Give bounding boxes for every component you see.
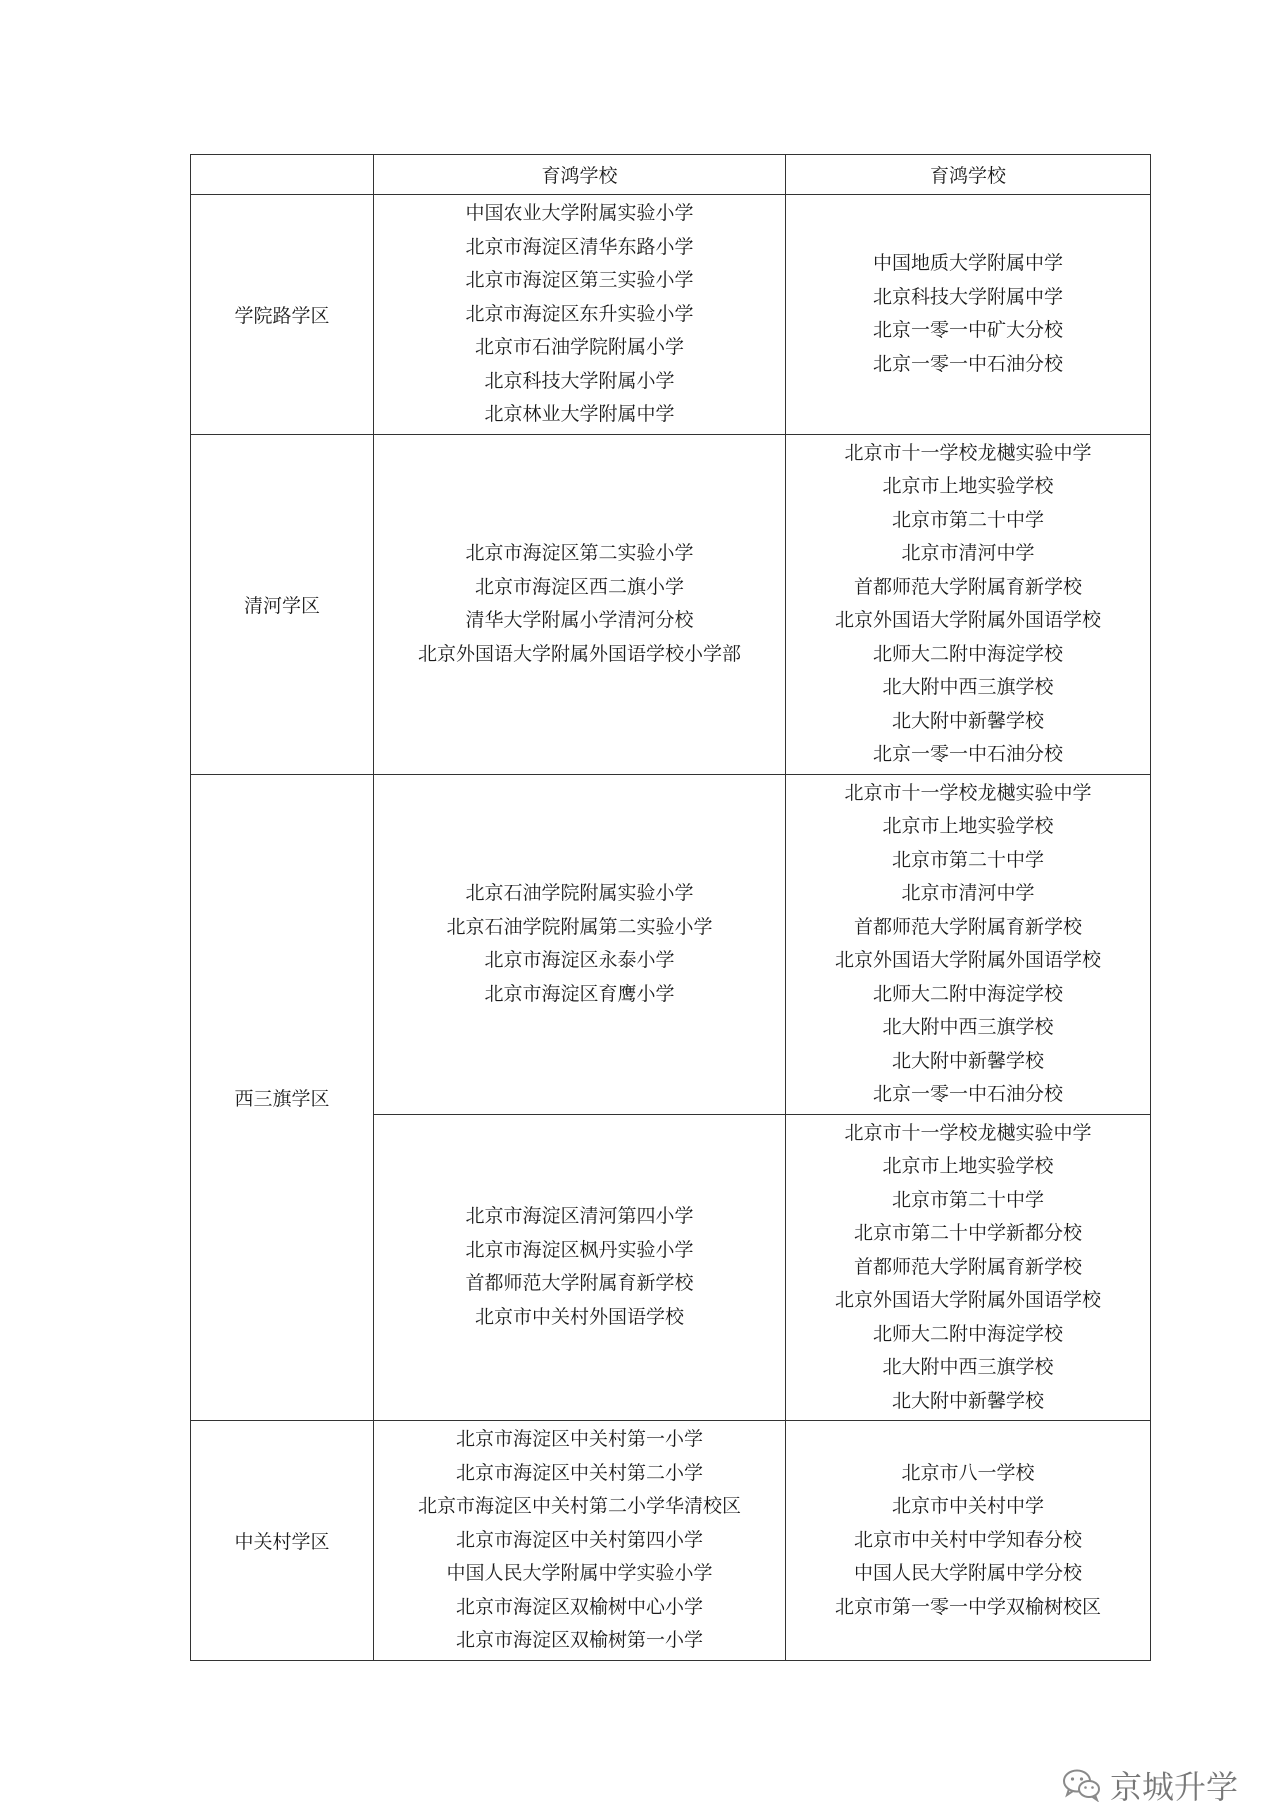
school-name: 北京市海淀区育鹰小学 — [484, 982, 675, 1005]
school-name: 北京市第二十中学新都分校 — [853, 1222, 1082, 1244]
district-cell: 中关村学区 — [191, 1421, 374, 1661]
secondary-school-list — [786, 1421, 1151, 1661]
school-name: 北京市上地实验学校 — [882, 1155, 1054, 1177]
school-name: 北京一零一中石油分校 — [872, 1083, 1063, 1105]
school-name: 北京市清河中学 — [901, 542, 1035, 564]
school-name: 北师大二附中海淀学校 — [872, 642, 1063, 665]
header-cell-primary: 育鸿学校 — [374, 155, 786, 195]
school-name: 首都师范大学附属育新学校 — [853, 1255, 1082, 1278]
school-name: 北京科技大学附属小学 — [484, 369, 675, 392]
school-name: 北京市海淀区第二实验小学 — [465, 542, 694, 564]
school-name: 北京市海淀区中关村第二小学华清校区 — [417, 1495, 741, 1517]
secondary-school-list — [786, 1114, 1151, 1421]
primary-school-list — [374, 195, 786, 435]
school-name: 北京市海淀区永泰小学 — [484, 949, 675, 971]
school-name: 北京外国语大学附属外国语学校 — [834, 949, 1101, 971]
school-name: 北京市海淀区清河第四小学 — [465, 1205, 694, 1228]
school-name: 北京石油学院附属实验小学 — [465, 882, 694, 904]
school-name: 北京市八一学校 — [901, 1461, 1035, 1484]
school-name: 北京外国语大学附属外国语学校 — [834, 609, 1101, 631]
school-name: 北京市海淀区双榆树第一小学 — [455, 1629, 703, 1651]
header-cell-secondary: 育鸿学校 — [786, 155, 1151, 195]
table-row — [191, 195, 1151, 435]
school-name: 北京市上地实验学校 — [882, 815, 1054, 837]
school-name: 首都师范大学附属育新学校 — [465, 1272, 694, 1295]
school-name: 中国人民大学附属中学实验小学 — [446, 1562, 713, 1584]
school-name: 北京市上地实验学校 — [882, 475, 1054, 497]
school-name: 首都师范大学附属育新学校 — [853, 915, 1082, 938]
school-name: 北京市海淀区东升实验小学 — [465, 302, 694, 325]
school-name: 北京市海淀区中关村第四小学 — [455, 1528, 703, 1551]
school-name: 北京科技大学附属中学 — [872, 285, 1063, 308]
school-name: 北京市海淀区清华东路小学 — [465, 235, 694, 258]
school-name: 北大附中西三旗学校 — [882, 1016, 1054, 1038]
school-name: 北京市第一零一中学双榆树校区 — [834, 1595, 1101, 1618]
school-name: 北大附中新馨学校 — [891, 709, 1044, 732]
school-name: 北京外国语大学附属外国语学校 — [834, 1289, 1101, 1311]
school-name: 北大附中新馨学校 — [891, 1389, 1044, 1412]
school-name: 北大附中西三旗学校 — [882, 676, 1054, 698]
wechat-icon — [1062, 1768, 1102, 1802]
school-name: 北师大二附中海淀学校 — [872, 1322, 1063, 1345]
school-name: 北京市海淀区西二旗小学 — [474, 575, 684, 598]
school-name: 北京一零一中石油分校 — [872, 743, 1063, 765]
school-name: 北京市清河中学 — [901, 882, 1035, 904]
school-name: 清华大学附属小学清河分校 — [465, 609, 694, 631]
secondary-school-list — [786, 195, 1151, 435]
school-name: 北京市石油学院附属小学 — [474, 336, 684, 358]
primary-school-list — [374, 774, 786, 1114]
secondary-school-list — [786, 774, 1151, 1114]
district-cell: 西三旗学区 — [191, 774, 374, 1421]
watermark — [1062, 1762, 1238, 1808]
table-row — [191, 774, 1151, 1114]
school-name: 北京市海淀区第三实验小学 — [465, 269, 694, 291]
school-name: 北京市第二十中学 — [891, 508, 1044, 531]
school-name: 北京市海淀区中关村第一小学 — [455, 1428, 703, 1450]
school-name: 北京市中关村外国语学校 — [474, 1305, 684, 1328]
school-name: 北京市中关村中学 — [891, 1495, 1044, 1517]
district-cell: 学院路学区 — [191, 195, 374, 435]
school-name: 北京市海淀区双榆树中心小学 — [455, 1595, 703, 1618]
table-header-row — [191, 155, 1151, 195]
watermark-text: 京城升学 — [1110, 1768, 1239, 1806]
school-name: 北京市十一学校龙樾实验中学 — [844, 441, 1092, 464]
school-name: 北大附中西三旗学校 — [882, 1356, 1054, 1378]
school-name: 北京市中关村中学知春分校 — [853, 1528, 1082, 1551]
school-district-table — [190, 154, 1151, 1661]
header-cell-district — [191, 155, 374, 195]
school-name: 首都师范大学附属育新学校 — [853, 575, 1082, 598]
school-name: 北京市十一学校龙樾实验中学 — [844, 781, 1092, 804]
school-name: 中国地质大学附属中学 — [872, 252, 1063, 275]
school-name: 北京市十一学校龙樾实验中学 — [844, 1121, 1092, 1144]
school-name: 北师大二附中海淀学校 — [872, 982, 1063, 1005]
school-name: 北京市海淀区中关村第二小学 — [455, 1461, 703, 1484]
primary-school-list — [374, 1421, 786, 1661]
school-name: 北京市第二十中学 — [891, 1188, 1044, 1211]
school-name: 北京林业大学附属中学 — [484, 403, 675, 425]
table-row — [191, 1421, 1151, 1661]
school-name: 北京外国语大学附属外国语学校小学部 — [417, 642, 741, 665]
school-name: 北京市第二十中学 — [891, 848, 1044, 871]
primary-school-list — [374, 434, 786, 774]
school-name: 北京石油学院附属第二实验小学 — [446, 915, 713, 938]
school-name: 北大附中新馨学校 — [891, 1049, 1044, 1072]
table-row — [191, 434, 1151, 774]
school-name: 中国农业大学附属实验小学 — [465, 202, 694, 224]
school-name: 北京一零一中矿大分校 — [872, 319, 1063, 342]
school-name: 北京一零一中石油分校 — [872, 352, 1063, 375]
school-name: 中国人民大学附属中学分校 — [853, 1562, 1082, 1584]
school-name: 北京市海淀区枫丹实验小学 — [465, 1238, 694, 1261]
district-cell: 清河学区 — [191, 434, 374, 774]
secondary-school-list — [786, 434, 1151, 774]
primary-school-list — [374, 1114, 786, 1421]
